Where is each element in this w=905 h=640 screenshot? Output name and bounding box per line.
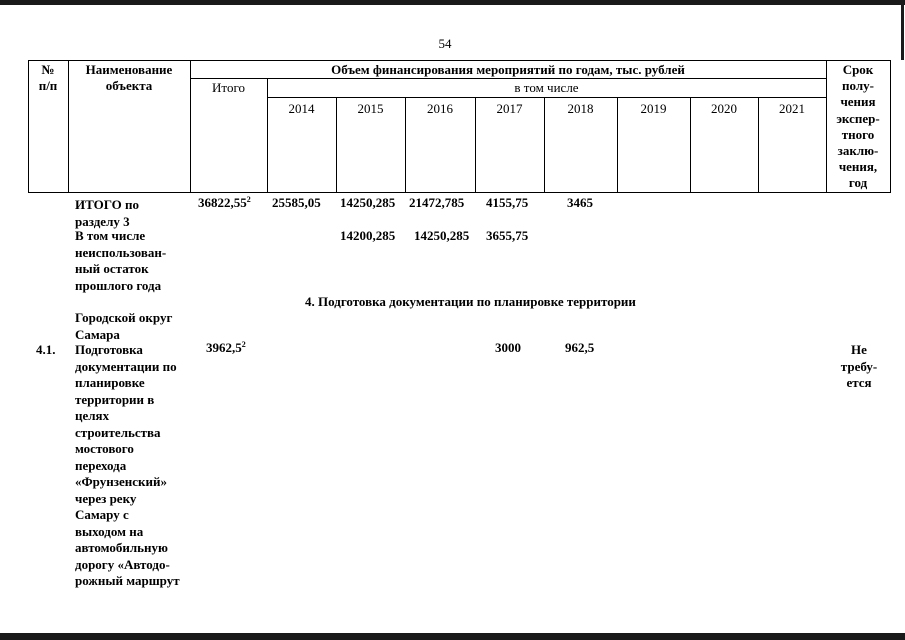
scan-border-right bbox=[901, 0, 904, 60]
header-year-2019: 2019 bbox=[640, 101, 667, 116]
scan-border-bottom bbox=[0, 633, 905, 640]
header-year-2018: 2018 bbox=[567, 101, 594, 116]
header-year-2021: 2021 bbox=[779, 101, 805, 116]
item-2017: 3000 bbox=[495, 340, 521, 355]
header-funding-column: Объем финансирования мероприятий по годам, тыс. рублей bbox=[331, 62, 685, 77]
total-row-label: ИТОГО по разделу 3 bbox=[75, 197, 140, 229]
scan-border-top bbox=[0, 0, 905, 5]
total-row-2017: 4155,75 bbox=[486, 195, 529, 210]
header-name-column: Наименование объекта bbox=[85, 62, 173, 93]
header-year-2015: 2015 bbox=[357, 101, 384, 116]
total-row-total: 36822,55$^2$ bbox=[198, 195, 251, 210]
unused-row-label: В том числе неиспользован- ный остаток прошлого года bbox=[75, 228, 167, 293]
section-title: 4. Подготовка документации по планировке территории bbox=[305, 294, 636, 309]
item-2018: 962,5 bbox=[565, 340, 595, 355]
header-year-2017: 2017 bbox=[496, 101, 523, 116]
header-year-2016: 2016 bbox=[427, 101, 453, 116]
header-including-column: в том числе bbox=[514, 80, 579, 95]
header-year-2020: 2020 bbox=[711, 101, 737, 116]
total-row-2016: 21472,785 bbox=[409, 195, 465, 210]
unused-row-2016: 14250,285 bbox=[414, 228, 470, 243]
page-number: 54 bbox=[438, 36, 452, 51]
header-total-column: Итого bbox=[212, 80, 245, 95]
item-number: 4.1. bbox=[36, 342, 56, 357]
header-year-2014: 2014 bbox=[288, 101, 315, 116]
total-row-2018: 3465 bbox=[567, 195, 593, 210]
header-number-column: № п/п bbox=[38, 62, 58, 93]
total-row-2014: 25585,05 bbox=[272, 195, 321, 210]
item-deadline: Не требу- ется bbox=[840, 342, 878, 390]
header-deadline-column: Срок полу- чения экспер- тного заклю- чения, год bbox=[836, 62, 880, 191]
unused-row-2017: 3655,75 bbox=[486, 228, 529, 243]
unused-row-2015: 14200,285 bbox=[340, 228, 396, 243]
total-row-2015: 14250,285 bbox=[340, 195, 396, 210]
district-label: Городской округ Самара bbox=[75, 310, 173, 342]
item-total: 3962,5$^2$ bbox=[206, 340, 246, 355]
item-name: Подготовка документации по планировке территории в целях строительства мостового перехода «Фрунзенский» через реку Самару с выходом на автомобильную дорогу «Автодо- рожный маршрут bbox=[75, 342, 180, 588]
